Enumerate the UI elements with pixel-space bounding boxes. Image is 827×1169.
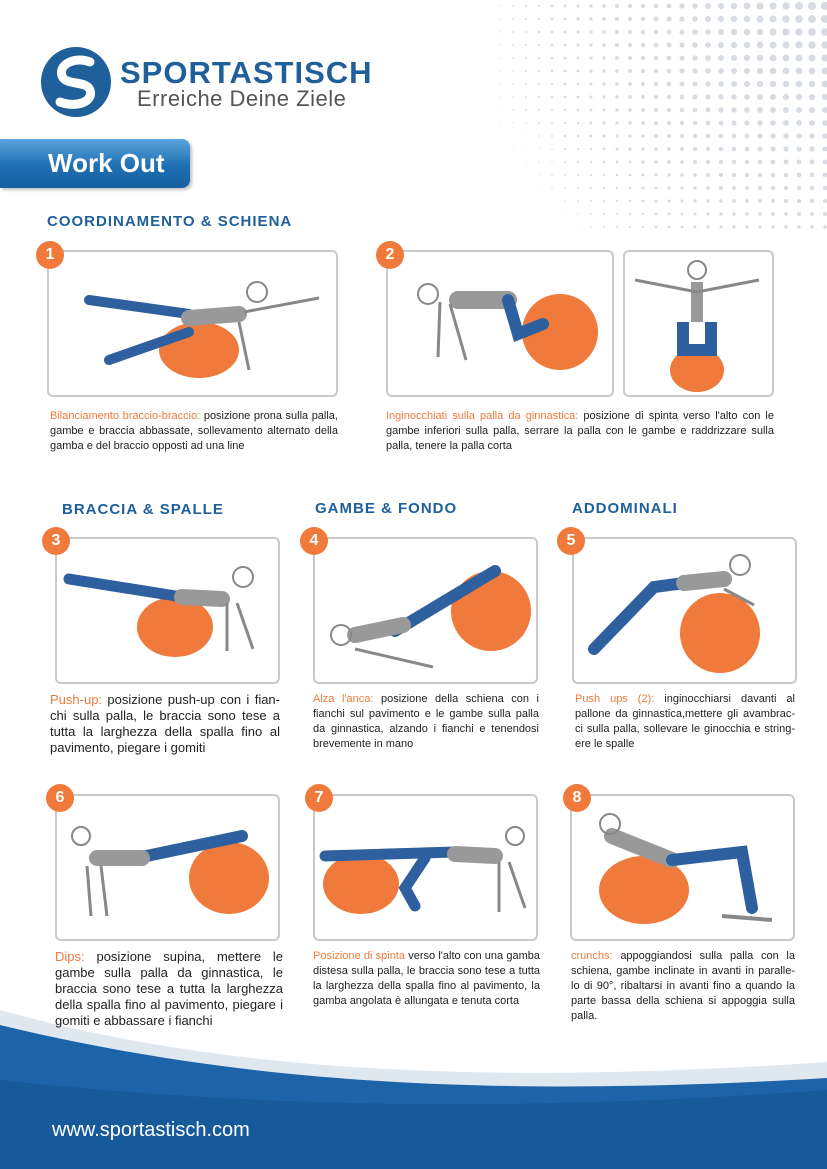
banner-label: Work Out [48,148,165,178]
step-number: 5 [557,527,585,555]
brand-tagline: Erreiche Deine Ziele [137,86,347,111]
step-number: 2 [376,241,404,269]
step-number: 8 [563,784,591,812]
exercise-5-title: Push ups (2): [575,693,655,705]
exercise-6-text: posizione supina, mettere le gambe sulla palla da ginnastica, le braccia sono tese a tutta la larghezza della spalla fino al pavimento, piegare i gomiti e abbassare i fianchi [55,949,283,1028]
step-number: 4 [300,527,328,555]
exercise-5-illustration [574,539,795,682]
exercise-8-image [570,794,795,941]
exercise-3-title: Push-up: [50,692,103,707]
exercise-1-description [50,409,338,454]
step-number: 6 [46,784,74,812]
exercise-2a-illustration [388,252,612,395]
exercise-4-image [313,537,538,684]
exercise-1-image [47,250,338,397]
exercise-7-image [313,794,538,941]
exercise-3-image [55,537,280,684]
exercise-5-description [575,692,795,752]
exercise-3-description [50,692,280,756]
step-number: 1 [36,241,64,269]
exercise-6-image [55,794,280,941]
exercise-8-text: appoggiandosi sulla palla con la schiena, gambe inclinate in avanti in paralle-lo di 90°, ribaltarsi in avanti fino a quando la parte bassa della schiena si appoggia sulla palla. [571,950,795,1022]
exercise-7-title: Posizione di spinta [313,950,406,962]
exercise-5-text: inginocchiarsi davanti al pallone da ginnastica,mettere gli avambrac-ci sulla palla, sollevare le ginocchia e string-ere le spalle [575,693,795,750]
section-heading-legs: GAMBE & FONDO [315,500,458,517]
section-heading-abs: ADDOMINALI [572,500,678,517]
exercise-7-text: verso l'alto con una gamba distesa sulla palla, le braccia sono tese a tutta la larghezza della spalla fino al pavimento, la gamba angolata è allungata e tenuta corta [313,950,540,1007]
section-heading-coordination: COORDINAMENTO & SCHIENA [47,213,293,230]
exercise-2-text: posizione di spinta verso l'alto con le gambe inferiori sulla palla, serrare la palla con le gambe e raddrizzare sulla palla, tenere la palla corta [386,410,774,452]
exercise-2-description [386,409,774,454]
exercise-4-text: posizione della schiena con i fianchi sul pavimento e le gambe sulla palla da ginnastica, alzando i fianchi e tenendosi brevemente in mano [313,693,539,750]
exercise-8-description [571,949,795,1024]
exercise-2-title: Inginocchiati sulla palla da ginnastica: [386,410,579,422]
logo-icon [40,46,112,118]
exercise-8-title: crunchs: [571,950,613,962]
exercise-4-description [313,692,539,752]
exercise-1-text: posizione prona sulla palla, gambe e braccia abbassate, sollevamento alternato della gamba e del braccio opposti ad una line [50,410,338,452]
exercise-7-illustration [315,796,536,939]
exercise-6-description [55,949,283,1029]
exercise-2b-image [623,250,774,397]
step-number: 3 [42,527,70,555]
exercise-5-image [572,537,797,684]
exercise-6-title: Dips: [55,949,85,964]
exercise-7-description [313,949,540,1009]
exercise-3-illustration [57,539,278,682]
exercise-4-illustration [315,539,536,682]
footer-url-link[interactable]: www.sportastisch.com [52,1119,250,1141]
exercise-1-illustration [49,252,336,395]
exercise-4-title: Alza l'anca: [313,693,374,705]
exercise-1-title: Bilanciamento braccio-braccio: [50,410,201,422]
exercise-2b-illustration [625,252,772,395]
step-number: 7 [305,784,333,812]
exercise-6-illustration [57,796,278,939]
exercise-2a-image [386,250,614,397]
brand-name: SPORTASTISCH [120,55,373,90]
section-heading-arms: BRACCIA & SPALLE [62,501,224,518]
exercise-3-text: posizione push-up con i fian-chi sulla palla, le braccia sono tese a tutta la larghezza della spalla fino al pavimento, piegare i gomiti [50,692,280,755]
exercise-8-illustration [572,796,793,939]
